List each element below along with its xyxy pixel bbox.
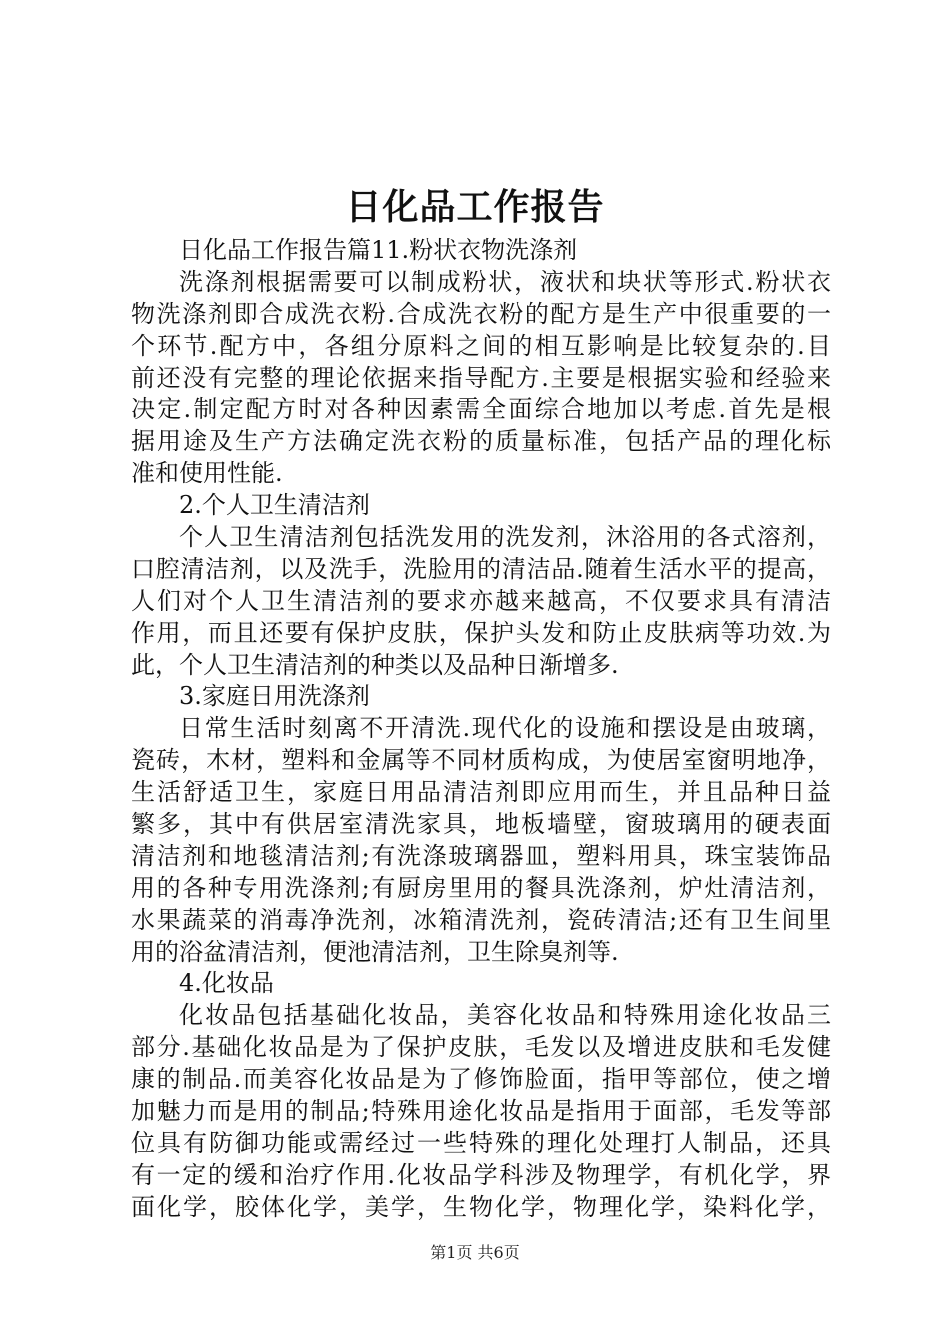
text-line: 康的制品.而美容化妆品是为了修饰脸面，指甲等部位，使之增 <box>131 1065 831 1094</box>
text-line: 此，个人卫生清洁剂的种类以及品种日渐增多. <box>131 650 619 679</box>
text-line: 3.家庭日用洗涤剂 <box>179 682 370 711</box>
text-line: 个人卫生清洁剂包括洗发用的洗发剂，沐浴用的各式溶剂， <box>179 523 831 552</box>
text-line: 洗涤剂根据需要可以制成粉状，液状和块状等形式.粉状衣 <box>179 267 831 296</box>
text-line: 据用途及生产方法确定洗衣粉的质量标准，包括产品的理化标 <box>131 427 831 456</box>
text-line: 作用，而且还要有保护皮肤，保护头发和防止皮肤病等功效.为 <box>131 618 831 647</box>
text-line: 面化学，胶体化学，美学，生物化学，物理化学，染料化学， <box>131 1192 831 1221</box>
text-line: 化妆品包括基础化妆品，美容化妆品和特殊用途化妆品三 <box>179 1001 831 1030</box>
text-line: 水果蔬菜的消毒净洗剂，冰箱清洗剂，瓷砖清洁;还有卫生间里 <box>131 905 831 934</box>
text-line: 清洁剂和地毯清洁剂;有洗涤玻璃器皿，塑料用具，珠宝装饰品 <box>131 841 831 870</box>
text-line: 准和使用性能. <box>131 459 283 488</box>
page-footer: 第1页 共6页 <box>430 1243 520 1262</box>
document-title: 日化品工作报告 <box>345 186 605 228</box>
text-line: 个环节.配方中，各组分原料之间的相互影响是比较复杂的.目 <box>131 331 831 360</box>
text-line: 生活舒适卫生，家庭日用品清洁剂即应用而生，并且品种日益 <box>131 778 831 807</box>
document-body <box>131 235 831 1224</box>
text-line: 用的各种专用洗涤剂;有厨房里用的餐具洗涤剂，炉灶清洁剂， <box>131 873 831 902</box>
text-line: 部分.基础化妆品是为了保护皮肤，毛发以及增进皮肤和毛发健 <box>131 1033 831 1062</box>
text-line: 人们对个人卫生清洁剂的要求亦越来越高，不仅要求具有清洁 <box>131 586 831 615</box>
text-line: 2.个人卫生清洁剂 <box>179 491 370 520</box>
text-line: 口腔清洁剂，以及洗手，洗脸用的清洁品.随着生活水平的提高， <box>131 554 831 583</box>
text-line: 繁多，其中有供居室清洗家具，地板墙壁，窗玻璃用的硬表面 <box>131 810 831 839</box>
text-line: 日化品工作报告篇11.粉状衣物洗涤剂 <box>179 236 578 264</box>
text-line: 用的浴盆清洁剂，便池清洁剂，卫生除臭剂等. <box>131 937 619 966</box>
text-line: 日常生活时刻离不开清洗.现代化的设施和摆设是由玻璃， <box>179 714 831 743</box>
text-line: 4.化妆品 <box>179 969 274 998</box>
text-line: 加魅力而是用的制品;特殊用途化妆品是指用于面部，毛发等部 <box>131 1097 831 1126</box>
text-line: 物洗涤剂即合成洗衣粉.合成洗衣粉的配方是生产中很重要的一 <box>131 299 831 328</box>
text-line: 决定.制定配方时对各种因素需全面综合地加以考虑.首先是根 <box>131 395 831 424</box>
text-line: 有一定的缓和治疗作用.化妆品学科涉及物理学，有机化学，界 <box>131 1160 831 1189</box>
text-line: 瓷砖，木材，塑料和金属等不同材质构成，为使居室窗明地净， <box>131 746 831 775</box>
text-line: 位具有防御功能或需经过一些特殊的理化处理打人制品，还具 <box>131 1128 831 1157</box>
text-line: 前还没有完整的理论依据来指导配方.主要是根据实验和经验来 <box>131 363 831 392</box>
